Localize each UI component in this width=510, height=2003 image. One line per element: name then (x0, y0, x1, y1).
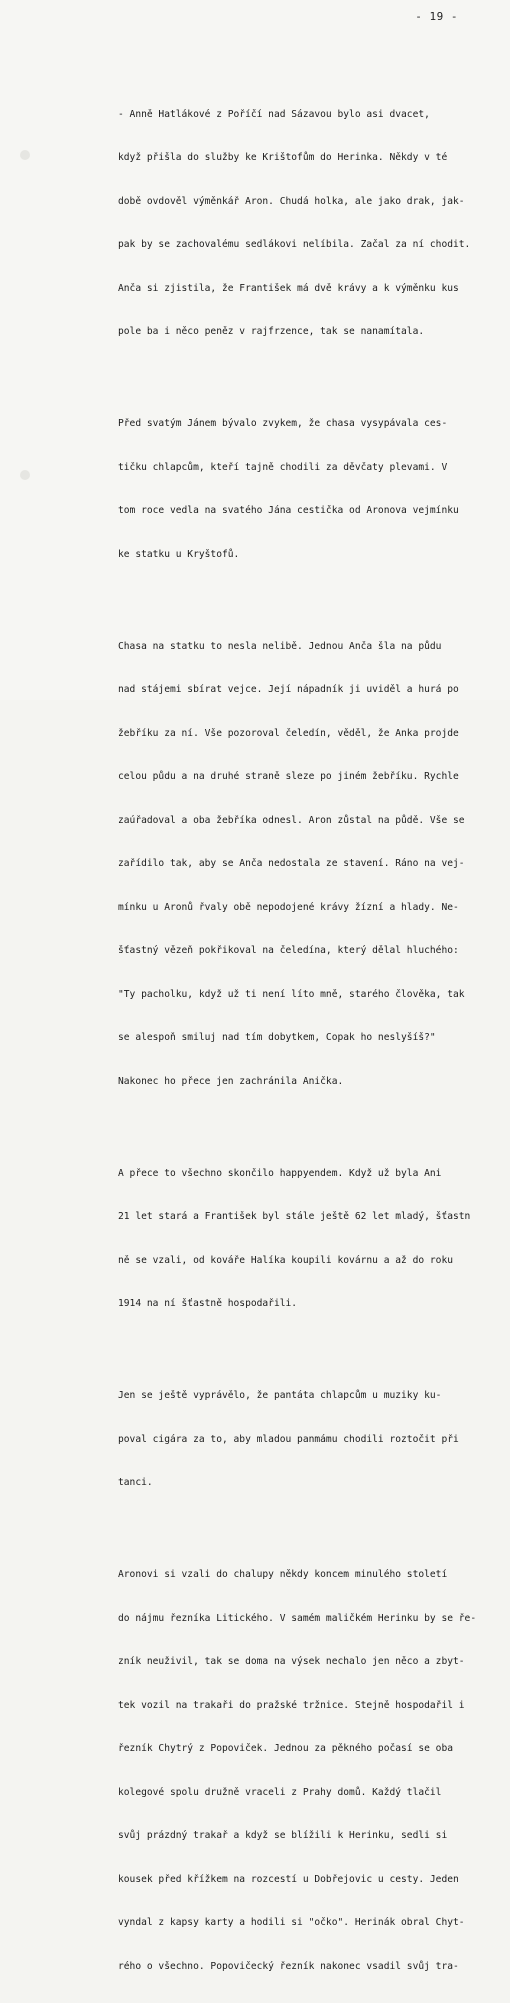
text-line: zařídilo tak, aby se Anča nedostala ze stavení. Ráno na vej- (118, 858, 465, 869)
text-line: době ovdověl výměnkář Aron. Chudá holka, ale jako drak, jak- (118, 195, 465, 207)
text-line: Chasa na statku to nesla nelibě. Jednou Anča šla na půdu (118, 640, 442, 652)
text-line: mínku u Aronů řvaly obě nepodojené krávy žízní a hlady. Ne- (118, 901, 459, 913)
text-line: celou půdu a na druhé straně sleze po jiném žebříku. Rychle (118, 771, 459, 782)
text-line: ně se vzali, od kováře Halíka koupili kovárnu a až do roku (118, 1254, 454, 1266)
text-line: šťastný vězeň pokřikoval na čeledína, který dělal hluchého: (118, 945, 459, 956)
text-line: rého o všechno. Popovičecký řezník nakonec vsadil svůj tra- (118, 1960, 459, 1972)
text-line: Aronovi si vzali do chalupy někdy koncem minulého století (118, 1569, 448, 1580)
text-line: 21 let stará a František byl stále ještě 62 let mladý, šťastn (118, 1211, 471, 1222)
text-line: svůj prázdný trakař a když se blížili k Herinku, sedli si (118, 1830, 448, 1841)
page-number: - 19 - (415, 10, 458, 23)
text-line: ke statku u Kryštofů. (118, 548, 240, 560)
text-line: nad stájemi sbírat vejce. Její nápadník ji uviděl a hurá po (118, 684, 459, 695)
text-line: A přece to všechno skončilo happyendem. Když už byla Ani (118, 1167, 442, 1179)
punch-hole-mark (20, 150, 30, 160)
text-line: Jen se ještě vyprávělo, že pantáta chlapcům u muziky ku- (118, 1390, 442, 1401)
text-line: do nájmu řezníka Litického. V samém maličkém Herinku by se ře- (118, 1612, 477, 1624)
text-line: zník neuživil, tak se doma na výsek nechalo jen něco a zbyt- (118, 1656, 465, 1667)
text-line: vyndal z kapsy karty a hodili si "očko". Herinák obral Chyt- (118, 1917, 465, 1928)
text-line: Před svatým Jánem bývalo zvykem, že chasa vysypávala ces- (118, 418, 448, 429)
text-line: Anča si zjistila, že František má dvě krávy a k výměnku kus (118, 282, 459, 294)
text-line: poval cigára za to, aby mladou panmámu chodili roztočit při (118, 1433, 459, 1445)
text-line: žebříku za ní. Vše pozoroval čeledín, věděl, že Anka projde (118, 727, 459, 739)
text-line: "Ty pacholku, když už ti není líto mně, starého člověka, tak (118, 988, 465, 1000)
body-text (118, 64, 478, 2003)
text-line: kolegové spolu družně vraceli z Prahy domů. Každý tlačil (118, 1786, 442, 1798)
text-line: zaúřadoval a oba žebříka odnesl. Aron zůstal na půdě. Vše se (118, 814, 465, 826)
text-line: tanci. (118, 1477, 153, 1488)
text-line: když přišla do služby ke Krištofům do Herinka. Někdy v té (118, 152, 448, 163)
text-line: Nakonec ho přece jen zachránila Anička. (118, 1075, 344, 1087)
text-line: řezník Chytrý z Popoviček. Jednou za pěkného počasí se oba (118, 1743, 454, 1754)
text-line: tičku chlapcům, kteří tajně chodili za děvčaty plevami. V (118, 461, 448, 473)
text-line: kousek před křížkem na rozcestí u Dobřejovic u cesty. Jeden (118, 1873, 459, 1885)
text-line: tek vozil na trakaři do pražské tržnice. Stejně hospodařil i (118, 1699, 465, 1711)
text-line: pole ba i něco peněz v rajfrzence, tak se nanamítala. (118, 326, 425, 337)
text-line: se alespoň smiluj nad tím dobytkem, Copak ho neslyšíš?" (118, 1032, 436, 1043)
punch-hole-mark (20, 470, 30, 480)
text-line: tom roce vedla na svatého Jána cestička od Aronova vejmínku (118, 505, 459, 516)
text-line: pak by se zachovalému sedlákovi nelíbila. Začal za ní chodit. (118, 239, 471, 250)
text-line: - Anně Hatlákové z Poříčí nad Sázavou bylo asi dvacet, (118, 108, 430, 120)
text-line: 1914 na ní šťastně hospodařili. (118, 1298, 298, 1309)
